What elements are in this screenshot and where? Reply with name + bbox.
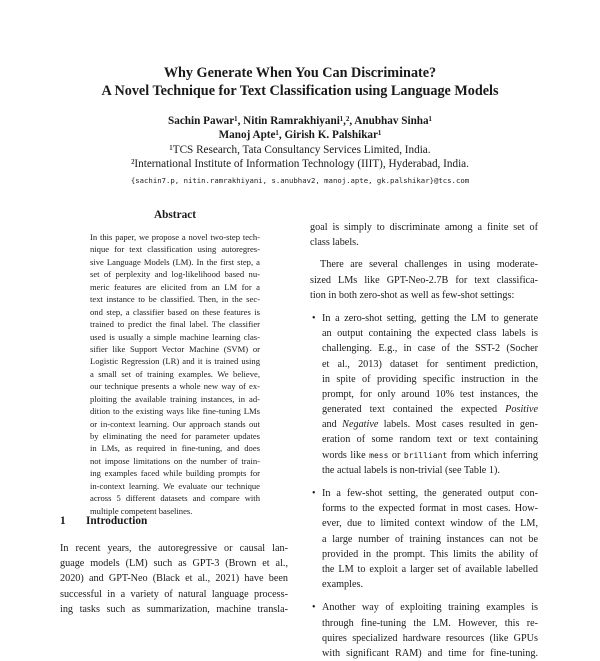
bullet-marker: • [312, 488, 316, 499]
text-line: ploiting the available training instances, in ad- [90, 393, 260, 404]
text-line: sized LMs like GPT-Neo-2.7B for text classifica- [310, 274, 538, 286]
text-line: trained to predict the final label. The classifier [90, 319, 260, 330]
text-line: guage models (LM) such as GPT-3 (Brown et al., [60, 558, 288, 570]
paragraph-continued [310, 220, 538, 250]
text-line: through fine-tuning the LM. However, this re- [322, 617, 538, 629]
paper-title-line-1: Why Generate When You Can Discriminate? [163, 65, 437, 81]
text-line: dition to the existing ways like fine-tuning LMs [90, 406, 260, 417]
text-line: eration of some random text or text containing [322, 434, 538, 446]
text-line: In a zero-shot setting, getting the LM to generate [322, 312, 538, 324]
text-line: There are several challenges in using moderate- [320, 259, 538, 271]
section-title: Introduction [86, 515, 148, 527]
text-line: by eliminating the need for parameter updates [90, 431, 260, 441]
text-line: our technique presents a whole new way of ex- [90, 381, 260, 392]
text-line: text instance to be classified. Then, in the sec- [90, 294, 260, 305]
right-column [310, 220, 538, 661]
text-line: a small set of training examples. We believe, [90, 368, 260, 379]
authors-line-2: Manoj Apte¹, Girish K. Palshikar¹ [218, 129, 382, 141]
text-line: sive Language Models (LM). In the first step, a [90, 256, 260, 267]
abstract-body [90, 231, 260, 517]
affiliation-1: ¹TCS Research, Tata Consultancy Services Limited, India. [169, 144, 431, 156]
text-line: in-context learning. We evaluate our technique [90, 480, 260, 491]
text-line: sifier like Support Vector Machine (SVM) or [90, 343, 260, 354]
text-line: multiple competent baselines. [90, 505, 193, 516]
text-line: a large number of training instances can not be [322, 533, 538, 545]
text-line: Logistic Regression (LR) and it is trained using [90, 356, 260, 367]
introduction-body [60, 541, 288, 617]
text-line: ever, due to limited context window of the LM, [322, 518, 538, 530]
text-line: meric features are elicited from an LM for a [90, 281, 260, 292]
bullet-zero-shot [310, 311, 538, 478]
text-line: in LMs, as required in fine-tuning, and does [90, 443, 260, 454]
text-line: words like mess or brilliant from which inferring [322, 449, 538, 461]
bullet-few-shot-text [322, 486, 538, 592]
text-line: the LM to exploit a larger set of available labelled [322, 563, 538, 575]
bullet-marker: • [312, 312, 316, 324]
text-line: class labels. [310, 237, 359, 249]
text-line: quires specialized hardware resources (like GPUs [322, 632, 538, 644]
text-line: across 5 different datasets and compare with [90, 493, 260, 504]
bullet-marker: • [312, 602, 316, 614]
text-line: in spite of providing specific instruction in the [322, 373, 538, 385]
text-line: ond step, a classifier based on these features is [90, 306, 260, 317]
text-line: an output containing the expected class labels is [322, 328, 538, 340]
text-line: ing tasks such as summarization, machine transla- [60, 603, 288, 615]
text-line: or in-context learning. Our approach stands out [90, 418, 260, 429]
text-line: and Negative labels. Most cases resulted in gen- [322, 419, 538, 431]
text-line: In recent years, the autoregressive or causal lan- [60, 543, 288, 554]
paper-title-line-2: A Novel Technique for Text Classification using Language Models [101, 83, 499, 99]
text-line: goal is simply to discriminate among a finite set of [310, 222, 538, 233]
bullet-zero-shot-text [322, 311, 538, 478]
author-emails: {sachin7.p, nitin.ramrakhiyani, s.anubhav2, manoj.apte, gk.palshikar}@tcs.com [130, 176, 470, 185]
text-line: provided in the prompt. This limits the ability of [322, 548, 538, 560]
text-line: successful in a variety of natural language process- [60, 588, 288, 600]
text-line: forms to the expected format in most cases. How- [322, 503, 538, 515]
text-line: set of perplexity and log-likelihood based nu- [90, 269, 260, 280]
text-line: not impose limitations on the number of train- [90, 455, 260, 466]
text-line: ing examples faced while building prompts for [90, 468, 260, 479]
text-line: examples. [322, 579, 364, 591]
text-line: Another way of exploiting training examples is [322, 602, 538, 614]
text-line: et al., 2013) dataset for sentiment prediction, [322, 358, 538, 370]
bullet-fine-tuning [310, 600, 538, 661]
authors-line-1: Sachin Pawar¹, Nitin Ramrakhiyani¹,², Anubhav Sinha¹ [168, 115, 432, 127]
text-line: nique for text classification using autoregres- [90, 244, 260, 255]
text-line: In this paper, we propose a novel two-step tech- [90, 232, 260, 242]
affiliation-2: ²International Institute of Information Technology (IIIT), Hyderabad, India. [131, 158, 469, 170]
paragraph-challenges [310, 257, 538, 303]
text-line: 2020) and GPT-Neo (Black et al., 2021) have been [60, 573, 288, 585]
bullet-fine-tuning-text [322, 600, 538, 661]
text-line: generated text contained the expected Positive [322, 404, 538, 416]
text-line: In a few-shot setting, the generated output con- [322, 488, 538, 499]
section-heading-introduction [60, 515, 147, 527]
abstract-heading: Abstract [153, 209, 197, 221]
text-line: used is usually a simple machine learning clas- [90, 331, 260, 342]
text-line: tion in both zero-shot as well as few-shot settings: [310, 289, 515, 301]
text-line: prompt, for only around 10% test instances, the [322, 388, 538, 400]
text-line: challenging. E.g., in case of the SST-2 (Socher [322, 343, 538, 355]
text-line: with significant RAM) and time for fine-tuning. [322, 647, 538, 659]
section-number: 1 [60, 515, 66, 527]
bullet-few-shot [310, 486, 538, 592]
text-line: the actual labels is non-trivial (see Table 1). [322, 464, 500, 476]
